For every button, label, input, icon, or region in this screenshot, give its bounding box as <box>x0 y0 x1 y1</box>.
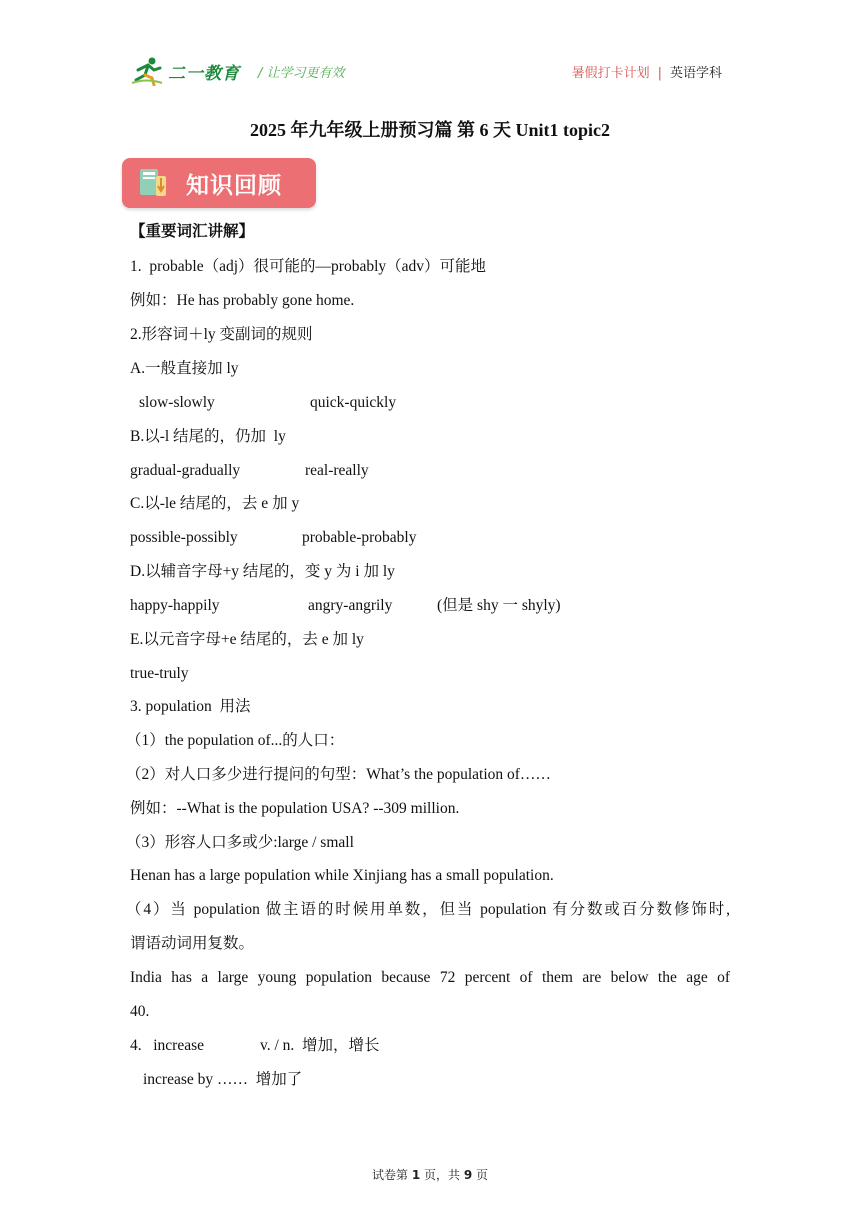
text-line: 例如：--What is the population USA? --309 million. <box>130 800 460 817</box>
text-line: A.一般直接加 ly <box>130 360 239 377</box>
text-line: C.以-le 结尾的，去 e 加 y <box>130 495 300 512</box>
text-line: 2.形容词＋ly 变副词的规则 <box>130 326 313 343</box>
text-line: （1）the population of...的人口： <box>126 732 345 749</box>
text-line: D.以辅音字母+y 结尾的，变 y 为 i 加 ly <box>130 563 395 580</box>
book-icon <box>136 166 170 200</box>
text-line: quick-quickly <box>310 394 397 411</box>
page-header <box>130 52 730 92</box>
text-line: 4. increase <box>130 1037 205 1054</box>
text-line: 40. <box>130 1003 150 1020</box>
text-line: slow-slowly <box>139 394 215 411</box>
page-footer <box>0 1166 860 1183</box>
slogan: / 让学习更有效 <box>258 66 345 81</box>
footer-page-number: 1 <box>411 1168 421 1182</box>
footer-total-pages: 9 <box>463 1168 473 1182</box>
text-line: 例如：He has probably gone home. <box>130 292 355 309</box>
text-line: v. / n. 增加，增长 <box>260 1037 380 1054</box>
text-line: increase by …… 增加了 <box>143 1071 303 1088</box>
text-line: gradual-gradually <box>130 462 241 479</box>
text-line: real-really <box>305 462 369 479</box>
brand-logo <box>130 56 240 86</box>
text-line: true-truly <box>130 665 189 682</box>
text-line: angry-angrily <box>308 597 393 614</box>
text-line: possible-possibly <box>130 529 238 546</box>
text-line: 1. probable（adj）很可能的—probably（adv）可能地 <box>130 258 487 275</box>
brand-name: 二一教育 <box>168 63 240 84</box>
footer-suffix: 页 <box>472 1168 488 1182</box>
text-line: （4）当 population 做主语的时候用单数，但当 population 有分数或百分数修饰时, <box>126 901 730 918</box>
runner-logo-icon <box>130 56 164 86</box>
text-line: 3. population 用法 <box>130 698 251 715</box>
document-title: 2025 年九年级上册预习篇 第 6 天 Unit1 topic2 <box>250 120 610 140</box>
footer-mid: 页，共 <box>420 1168 464 1182</box>
text-line: happy-happily <box>130 597 220 614</box>
text-line: India has a large young population because 72 percent of them are below the age of <box>130 969 730 986</box>
text-line: (但是 shy 一 shyly) <box>437 597 561 614</box>
header-separator: | <box>657 66 662 81</box>
text-line: 谓语动词用复数。 <box>130 935 255 952</box>
header-plan <box>572 62 722 81</box>
text-line: B.以-l 结尾的，仍加 ly <box>130 428 286 445</box>
banner-label: 知识回顾 <box>186 172 282 199</box>
text-line: （3）形容人口多或少:large / small <box>126 834 354 851</box>
plan-label: 暑假打卡计划 <box>571 66 650 81</box>
text-line: Henan has a large population while Xinjiang has a small population. <box>130 867 554 884</box>
text-line: （2）对人口多少进行提问的句型：What’s the population of…… <box>126 766 551 783</box>
section-banner <box>122 158 316 208</box>
footer-prefix: 试卷第 <box>371 1168 412 1182</box>
subject-label: 英语学科 <box>669 66 722 81</box>
text-line: E.以元音字母+e 结尾的，去 e 加 ly <box>130 631 364 648</box>
section-heading: 【重要词汇讲解】 <box>130 223 255 240</box>
text-line: probable-probably <box>302 529 417 546</box>
